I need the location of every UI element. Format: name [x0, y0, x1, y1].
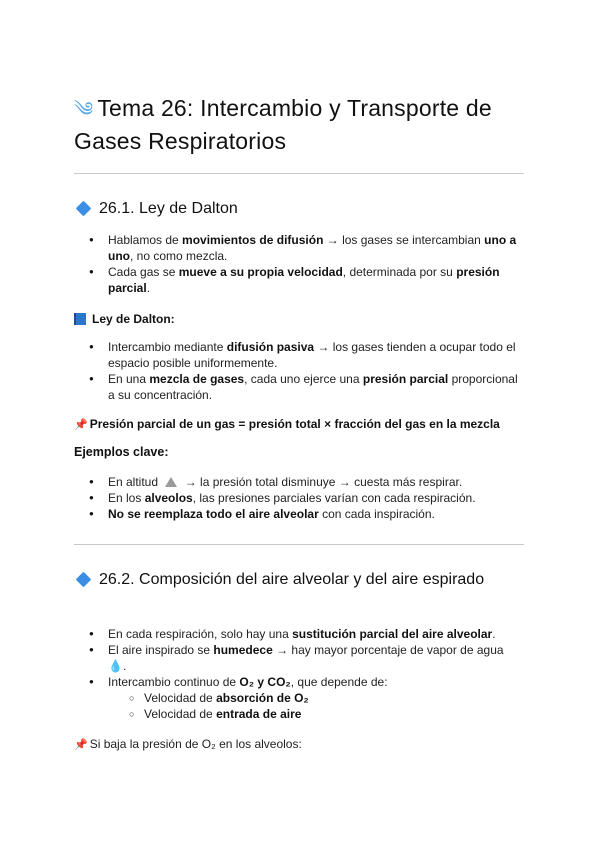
list-item: ● Intercambio mediante difusión pasiva → los gases tienden a ocupar todo el espacio posible uniformemente. — [74, 339, 524, 371]
divider — [74, 544, 524, 545]
blue-book-icon — [74, 313, 86, 325]
pushpin-icon: 📌 — [74, 738, 88, 751]
section2-bullet-list — [74, 626, 524, 690]
list-item: ● Hablamos de movimientos de difusión → los gases se intercambian uno a uno, no como mezcla. — [74, 232, 524, 264]
section-heading-26-1: 26.1. Ley de Dalton — [74, 197, 524, 221]
pushpin-icon: 📌 — [74, 418, 88, 431]
water-droplet-icon: 💧 — [108, 659, 123, 673]
list-item: ○ Velocidad de entrada de aire — [74, 706, 524, 722]
list-item: ● En una mezcla de gases, cada uno ejerce una presión parcial proporcional a su concentración. — [74, 371, 524, 403]
list-item: ● El aire inspirado se humedece → hay mayor porcentaje de vapor de agua 💧. — [74, 642, 524, 674]
list-item: ● En cada respiración, solo hay una sustitución parcial del aire alveolar. — [74, 626, 524, 642]
section1-bullet-list — [74, 232, 524, 296]
blue-diamond-icon — [76, 571, 92, 587]
list-item: ● Cada gas se mueve a su propia velocidad, determinada por su presión parcial. — [74, 264, 524, 296]
section-heading-26-2: 26.2. Composición del aire alveolar y del aire espirado — [74, 568, 524, 592]
law-bullet-list — [74, 339, 524, 403]
mountain-icon — [165, 477, 177, 487]
examples-bullet-list — [74, 474, 524, 522]
oxygen-note: 📌 Si baja la presión de O₂ en los alveolos: — [74, 737, 302, 751]
page-title: ༄ Tema 26: Intercambio y Transporte de Gases Respiratorios — [74, 95, 492, 154]
subheading-ley-dalton: Ley de Dalton: — [74, 311, 175, 327]
examples-heading: Ejemplos clave: — [74, 445, 169, 459]
list-item: ● No se reemplaza todo el aire alveolar con cada inspiración. — [74, 506, 524, 522]
list-item: ● En altitud → la presión total disminuye → cuesta más respirar. — [74, 474, 524, 490]
divider — [74, 173, 524, 174]
list-item: ● En los alveolos, las presiones parciales varían con cada respiración. — [74, 490, 524, 506]
wind-icon: ༄ — [74, 97, 94, 121]
list-item: ● Intercambio continuo de O₂ y CO₂, que depende de: — [74, 674, 524, 690]
blue-diamond-icon — [76, 200, 92, 216]
list-item: ○ Velocidad de absorción de O₂ — [74, 690, 524, 706]
section2-sub-bullet-list — [74, 690, 524, 722]
formula-note: 📌 Presión parcial de un gas = presión total × fracción del gas en la mezcla — [74, 417, 500, 431]
